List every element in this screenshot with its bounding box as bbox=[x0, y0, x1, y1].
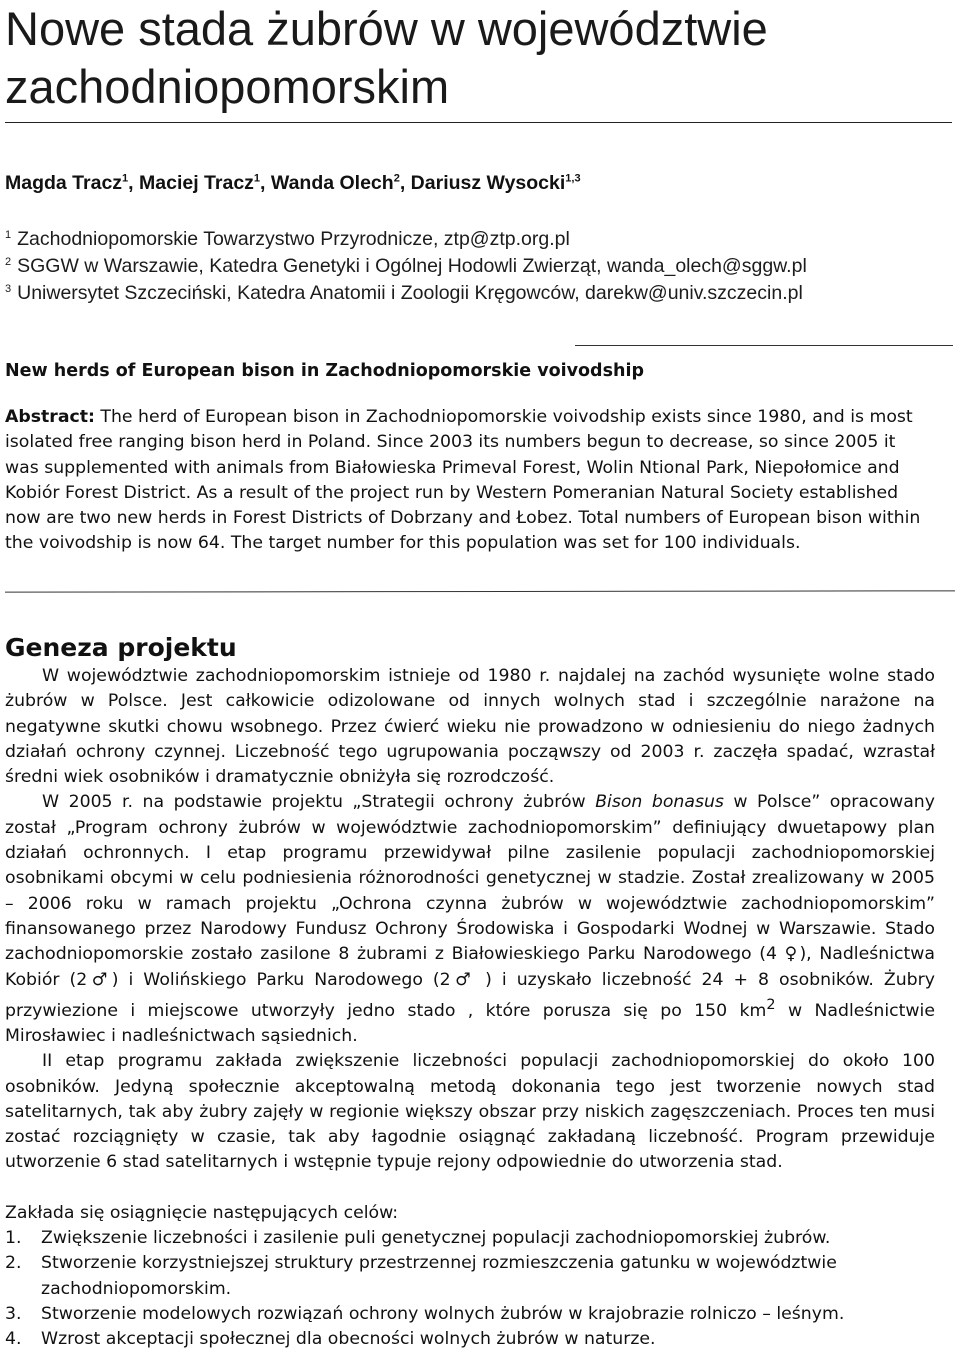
affiliation-item bbox=[5, 226, 945, 253]
author-name: Magda Tracz bbox=[5, 172, 123, 194]
list-number: 2. bbox=[5, 1253, 22, 1274]
author-list bbox=[5, 168, 945, 198]
author-separator: , bbox=[128, 172, 140, 194]
english-title: New herds of European bison in Zachodniopomorskie voivodship bbox=[5, 361, 644, 381]
spacer bbox=[5, 1176, 935, 1201]
section-heading: Geneza projektu bbox=[5, 633, 237, 662]
paragraph-text: w Nadleśnictwie Mirosławiec i nadleśnictwach sąsiednich. bbox=[5, 1000, 935, 1046]
abstract bbox=[5, 405, 927, 557]
abstract-top-divider bbox=[575, 345, 953, 346]
list-number: 3. bbox=[5, 1303, 22, 1324]
paragraph: W województwie zachodniopomorskim istnieje od 1980 r. najdalej na zachód wysunięte wolne stado żubrów w Polsce. Jest całkowicie odizolowane od innych wolnych stad i szczególnie narażone na negatywne skutki chowu wsobnego. Przez ćwierć wieku nie prowadzono w odniesieniu do niego żadnych działań ochrony czynnej. Liczebność tego ugrupowania począwszy od 2003 r. zaczęła spadać, wzrastał średni wiek osobników i dramatycznie obniżyła się rozrodczość. bbox=[5, 666, 935, 788]
list-number: 4. bbox=[5, 1329, 22, 1350]
goals-list bbox=[5, 1226, 935, 1352]
author-separator: , bbox=[260, 172, 271, 194]
goals-intro: Zakłada się osiągnięcie następujących celów: bbox=[5, 1202, 399, 1223]
affiliation-list bbox=[5, 226, 945, 307]
superscript: 2 bbox=[766, 996, 776, 1013]
author-affiliation-mark: 1 bbox=[122, 172, 129, 185]
abstract-bottom-divider bbox=[5, 590, 955, 592]
list-item-text: Stworzenie korzystniejszej struktury przestrzennej rozmieszczenia gatunku w województwie zachodniopomorskim. bbox=[41, 1253, 837, 1299]
paper-title: Nowe stada żubrów w województwie zachodniopomorskim bbox=[5, 2, 768, 113]
list-item bbox=[5, 1226, 935, 1251]
paragraph-text: W 2005 r. na podstawie projektu „Strategii ochrony żubrów bbox=[42, 792, 596, 813]
list-item bbox=[5, 1302, 935, 1327]
author-name: Wanda Olech bbox=[270, 172, 394, 194]
affiliation-text: SGGW w Warszawie, Katedra Genetyki i Ogólnej Hodowli Zwierząt, wanda_olech@sggw.pl bbox=[17, 255, 807, 277]
abstract-text: The herd of European bison in Zachodniopomorskie voivodship exists since 1980, and is most isolated free ranging bison herd in Poland. Since 2003 its numbers begun to decrease, so since 2005 it was supplemented with animals from Białowieska Primeval Forest, Wolin Ntional Park, Niepołomice and Kobiór Forest District. As a result of the project run by Western Pomeranian Natural Society established now are two new herds in Forest Districts of Dobrzany and Łobez. Total numbers of European bison within the voivodship is now 64. The target number for this population was set for 100 individuals. bbox=[5, 407, 921, 554]
author-affiliation-mark: 1,3 bbox=[565, 172, 581, 185]
affiliation-text: Uniwersytet Szczeciński, Katedra Anatomii i Zoologii Kręgowców, darekw@univ.szczecin.pl bbox=[17, 282, 803, 304]
author-separator: , bbox=[399, 172, 411, 194]
affiliation-text: Zachodniopomorskie Towarzystwo Przyrodnicze, ztp@ztp.org.pl bbox=[17, 228, 570, 250]
title-divider bbox=[5, 122, 952, 123]
affiliation-item bbox=[5, 253, 945, 280]
paragraph bbox=[5, 790, 935, 1049]
section-body bbox=[5, 664, 935, 1352]
author-name: Maciej Tracz bbox=[139, 172, 254, 194]
list-item-text: Stworzenie modelowych rozwiązań ochrony wolnych żubrów w krajobrazie rolniczo – leśnym. bbox=[41, 1303, 845, 1324]
author-name: Dariusz Wysocki bbox=[410, 172, 566, 194]
author-affiliation-mark: 1 bbox=[253, 172, 261, 185]
species-name: Bison bonasus bbox=[595, 792, 724, 813]
affiliation-number: 2 bbox=[5, 255, 12, 268]
affiliation-number: 3 bbox=[5, 282, 12, 295]
list-item-text: Wzrost akceptacji społecznej dla obecności wolnych żubrów w naturze. bbox=[41, 1329, 656, 1350]
affiliation-item bbox=[5, 280, 945, 307]
author-affiliation-mark: 2 bbox=[393, 172, 400, 185]
list-number: 1. bbox=[5, 1228, 22, 1248]
paragraph-text: w Polsce” opracowany został „Program ochrony żubrów w województwie zachodniopomorskim” definiujący dwuetapowy plan działań ochronnych. I etap programu przewidywał pilne zasilenie populacji zachodniopomorskiej osobnikami obcymi w celu podniesienia różnorodności genetycznej w stadzie. Został zrealizowany w 2005 – 2006 roku w ramach projektu „Ochrona czynna żubrów w województwie zachodniopomorskim” finansowanego przez Narodowy Fundusz Ochrony Środowiska i Gospodarki Wodnej w Warszawie. Stado zachodniopomorskie zostało zasilone 8 żubrami z Białowieskiego Parku Narodowego (4 ♀), Nadleśnictwa Kobiór (2♂) i Wolińskiego Parku Narodowego (2♂ ) i uzyskało liczebność 24 + 8 osobników. Żubry przywiezione i miejscowe utworzyły jedno stado , które porusza się po 150 km bbox=[5, 792, 935, 1021]
list-item-text: Zwiększenie liczebności i zasilenie puli genetycznej populacji zachodniopomorskiej żubrów. bbox=[41, 1228, 831, 1248]
list-item bbox=[5, 1251, 935, 1302]
abstract-label: Abstract: bbox=[5, 407, 95, 427]
affiliation-number: 1 bbox=[5, 228, 12, 241]
list-item bbox=[5, 1327, 935, 1352]
paragraph: II etap programu zakłada zwiększenie liczebności populacji zachodniopomorskiej do około 100 osobników. Jedyną społecznie akceptowalną metodą dokonania tego jest tworzenie nowych stad satelitarnych, tak aby żubry zajęły w regionie większy obszar przy niskich zagęszczeniach. Proces ten musi zostać rozciągnięty w czasie, tak aby łagodnie osiągnąć zakładaną liczebność. Program przewiduje utworzenie 6 stad satelitarnych i wstępnie typuje rejony odpowiednie do utworzenia stad. bbox=[5, 1051, 935, 1173]
